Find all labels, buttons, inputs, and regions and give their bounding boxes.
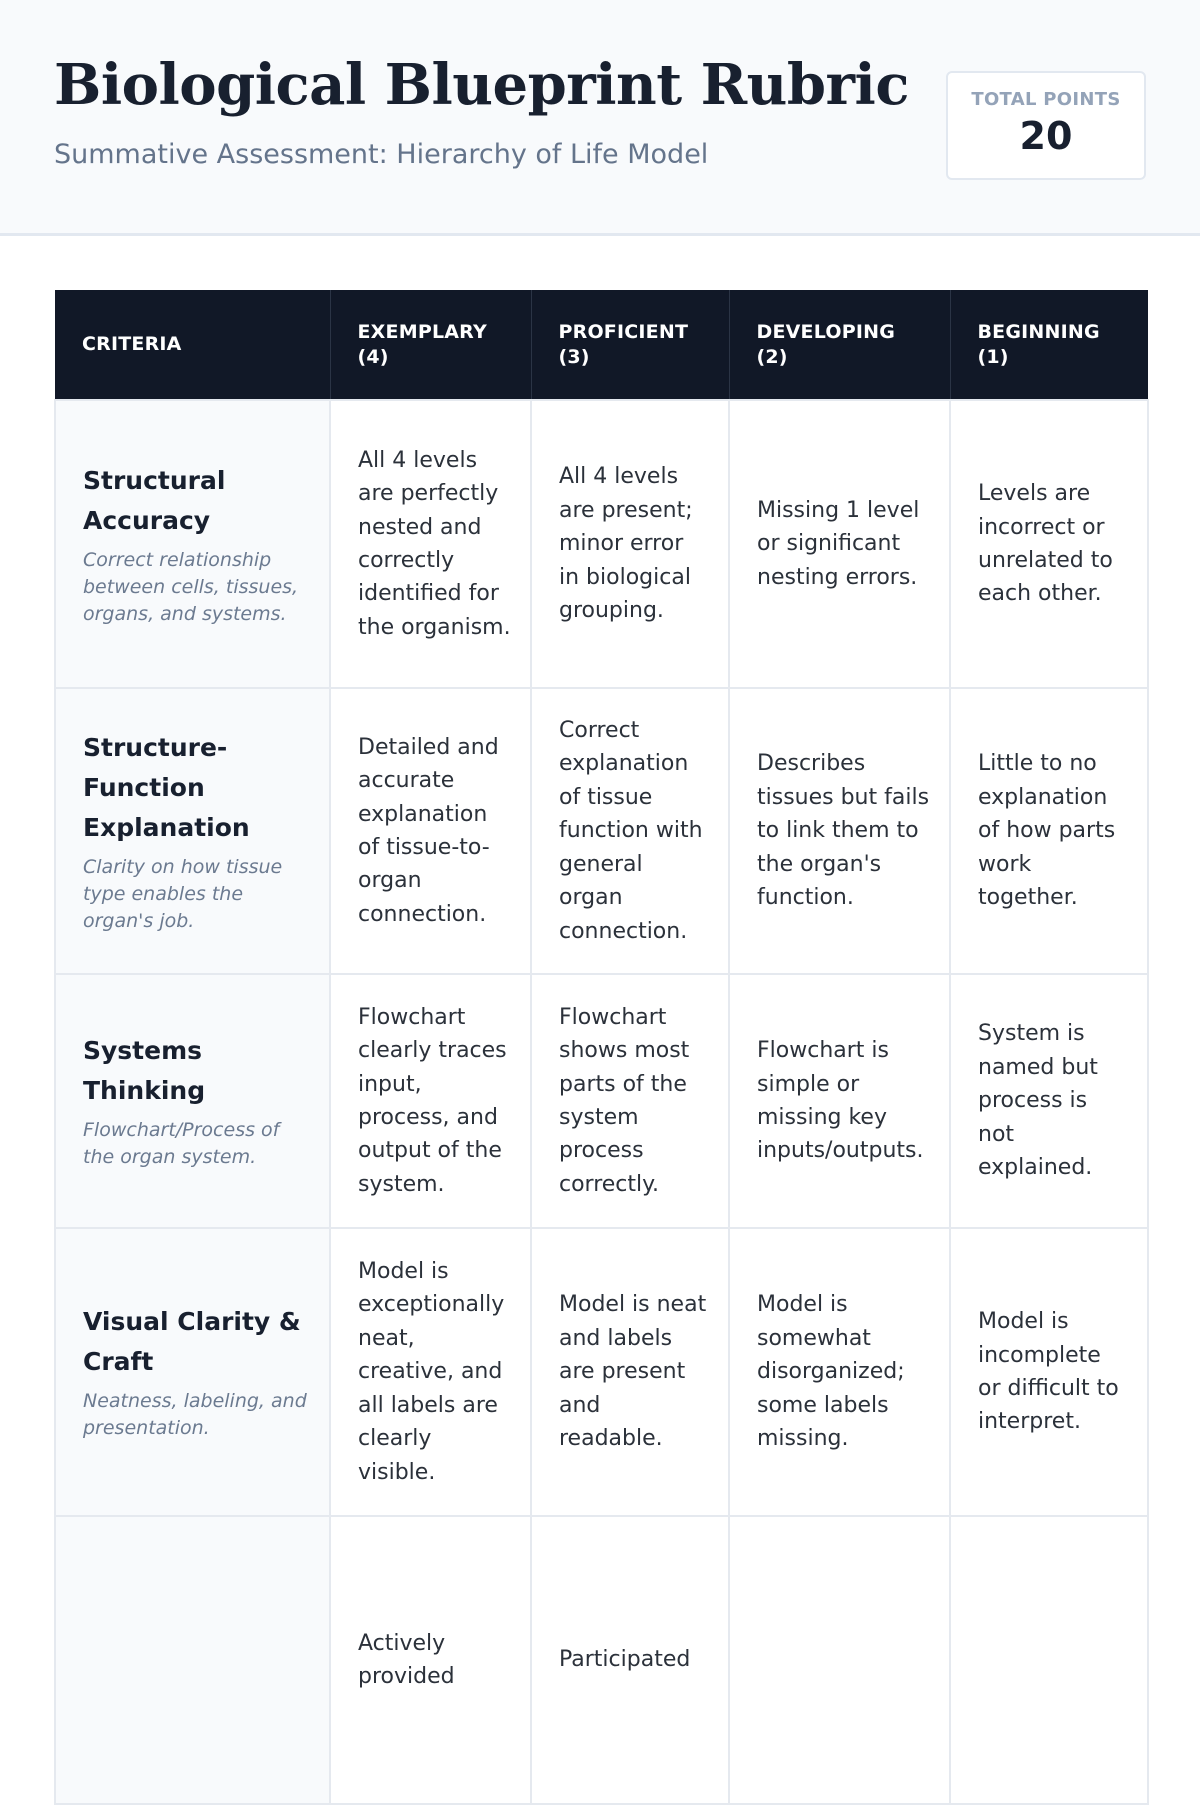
column-header-criteria: CRITERIA	[55, 290, 330, 400]
criteria-description: Correct relationship between cells, tissues, organs, and systems.	[83, 548, 299, 625]
table-row	[55, 1228, 1148, 1516]
exemplary-cell: Detailed and accurate explanation of tissue-to-organ connection.	[330, 688, 531, 974]
proficient-cell: All 4 levels are present; minor error in biological grouping.	[531, 400, 729, 688]
developing-cell	[729, 1516, 950, 1804]
total-points-label: TOTAL POINTS	[971, 89, 1121, 110]
proficient-cell: Correct explanation of tissue function with general organ connection.	[531, 688, 729, 974]
criteria-name: Systems Thinking	[83, 1036, 206, 1105]
page-header	[0, 0, 1200, 236]
exemplary-cell: Model is exceptionally neat, creative, and all labels are clearly visible.	[330, 1228, 531, 1516]
criteria-description: Flowchart/Process of the organ system.	[83, 1119, 280, 1168]
criteria-name: Visual Clarity & Craft	[83, 1307, 301, 1376]
developing-cell: Model is somewhat disorganized; some labels missing.	[729, 1228, 950, 1516]
page-subtitle: Summative Assessment: Hierarchy of Life Model	[54, 139, 709, 170]
criteria-cell	[55, 400, 330, 688]
rubric-table-container	[54, 290, 1147, 1689]
table-row	[55, 688, 1148, 974]
proficient-cell: Flowchart shows most parts of the system process correctly.	[531, 974, 729, 1228]
total-points-value: 20	[1019, 114, 1073, 158]
rubric-table	[54, 290, 1149, 1805]
criteria-cell	[55, 688, 330, 974]
beginning-cell	[950, 1516, 1148, 1804]
criteria-cell	[55, 1228, 330, 1516]
criteria-name: Structure-Function Explanation	[83, 732, 250, 842]
criteria-name: Structural Accuracy	[83, 465, 226, 535]
column-header-proficient: PROFICIENT (3)	[531, 290, 729, 400]
column-header-developing: DEVELOPING (2)	[729, 290, 950, 400]
table-header-row	[55, 290, 1148, 400]
criteria-cell	[55, 1516, 330, 1804]
proficient-cell: Participated	[531, 1516, 729, 1804]
developing-cell: Flowchart is simple or missing key inputs/outputs.	[729, 974, 950, 1228]
table-row	[55, 1516, 1148, 1804]
column-header-exemplary: EXEMPLARY (4)	[330, 290, 531, 400]
beginning-cell: System is named but process is not explained.	[950, 974, 1148, 1228]
proficient-cell: Model is neat and labels are present and readable.	[531, 1228, 729, 1516]
exemplary-cell: Flowchart clearly traces input, process, and output of the system.	[330, 974, 531, 1228]
developing-cell: Missing 1 level or significant nesting errors.	[729, 400, 950, 688]
beginning-cell: Model is incomplete or difficult to interpret.	[950, 1228, 1148, 1516]
criteria-cell	[55, 974, 330, 1228]
exemplary-cell: All 4 levels are perfectly nested and correctly identified for the organism.	[330, 400, 531, 688]
beginning-cell: Levels are incorrect or unrelated to each other.	[950, 400, 1148, 688]
developing-cell: Describes tissues but fails to link them to the organ's function.	[729, 688, 950, 974]
criteria-description: Clarity on how tissue type enables the organ's job.	[83, 855, 283, 932]
beginning-cell: Little to no explanation of how parts work together.	[950, 688, 1148, 974]
total-points-card	[946, 71, 1146, 180]
page-title: Biological Blueprint Rubric	[54, 52, 909, 118]
table-row	[55, 974, 1148, 1228]
table-row	[55, 400, 1148, 688]
exemplary-cell: Actively provided	[330, 1516, 531, 1804]
column-header-beginning: BEGINNING (1)	[950, 290, 1148, 400]
criteria-description: Neatness, labeling, and presentation.	[83, 1390, 307, 1439]
